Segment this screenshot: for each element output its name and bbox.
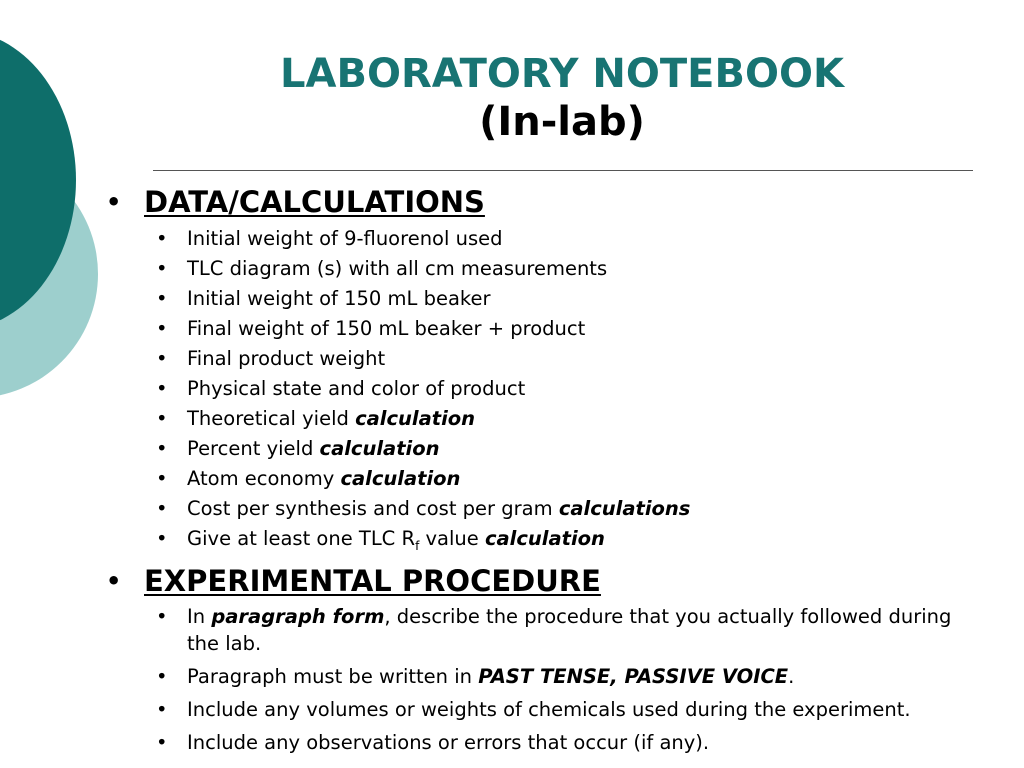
bullet: • — [156, 317, 168, 340]
section-heading — [106, 184, 987, 220]
section-heading — [106, 563, 987, 599]
item-emphasis: PAST TENSE, PASSIVE VOICE — [478, 665, 789, 688]
bullet: • — [156, 497, 168, 520]
list-item — [106, 254, 987, 284]
item-emphasis: calculation — [484, 527, 605, 550]
item-text: , describe the procedure that you actually followed during the lab. — [187, 605, 952, 655]
list-item — [106, 344, 987, 374]
list-item — [106, 314, 987, 344]
section-data-calculations — [106, 184, 987, 561]
item-text: Paragraph must be written in — [187, 665, 479, 688]
item-text: Include any volumes or weights of chemicals used during the experiment. — [187, 698, 911, 721]
title-divider — [153, 170, 973, 171]
list-item — [106, 434, 987, 464]
item-text: Include any observations or errors that occur (if any). — [187, 731, 710, 754]
item-text: Initial weight of 9-fluorenol used — [187, 227, 503, 250]
bullet: • — [156, 377, 168, 400]
experimental-procedure-list — [106, 603, 987, 756]
item-text: Percent yield — [187, 437, 320, 460]
bullet: • — [156, 227, 168, 250]
bullet: • — [156, 347, 168, 370]
item-text: Final product weight — [187, 347, 386, 370]
item-text: Atom economy — [187, 467, 341, 490]
item-subscript: f — [415, 538, 420, 553]
item-text: Cost per synthesis and cost per gram — [187, 497, 559, 520]
bullet: • — [156, 665, 168, 688]
section-heading-text: EXPERIMENTAL PROCEDURE — [144, 564, 601, 598]
item-text: Give at least one TLC R — [187, 527, 416, 550]
item-text: Theoretical yield — [187, 407, 356, 430]
item-emphasis: calculation — [340, 467, 461, 490]
bullet: • — [156, 698, 168, 721]
data-calculations-list — [106, 224, 987, 561]
bullet: • — [156, 437, 168, 460]
list-item — [106, 729, 987, 756]
bullet: • — [156, 407, 168, 430]
list-item — [106, 663, 987, 690]
item-text: Initial weight of 150 mL beaker — [187, 287, 491, 310]
item-text: Physical state and color of product — [187, 377, 526, 400]
bullet: • — [106, 188, 122, 216]
list-item — [106, 696, 987, 723]
bullet: • — [106, 567, 122, 595]
list-item — [106, 284, 987, 314]
list-item — [106, 224, 987, 254]
slide-title — [150, 50, 974, 146]
item-text: . — [788, 665, 795, 688]
list-item — [106, 374, 987, 404]
item-emphasis: paragraph form — [211, 605, 385, 628]
title-subtitle: (In-lab) — [479, 99, 645, 145]
bullet: • — [156, 257, 168, 280]
item-text: TLC diagram (s) with all cm measurements — [187, 257, 608, 280]
list-item — [106, 464, 987, 494]
bullet: • — [156, 731, 168, 754]
item-emphasis: calculations — [558, 497, 691, 520]
item-emphasis: calculation — [355, 407, 476, 430]
section-experimental-procedure — [106, 563, 987, 762]
title-main: LABORATORY NOTEBOOK — [280, 51, 844, 97]
list-item — [106, 404, 987, 434]
list-item — [106, 494, 987, 524]
item-emphasis: calculation — [319, 437, 440, 460]
bullet: • — [156, 287, 168, 310]
list-item — [106, 603, 987, 657]
bullet: • — [156, 467, 168, 490]
bullet: • — [156, 527, 168, 550]
item-text: In — [187, 605, 212, 628]
bullet: • — [156, 605, 168, 628]
section-heading-text: DATA/CALCULATIONS — [144, 185, 485, 219]
list-item — [106, 524, 987, 561]
item-text: value — [419, 527, 485, 550]
item-text: Final weight of 150 mL beaker + product — [187, 317, 586, 340]
